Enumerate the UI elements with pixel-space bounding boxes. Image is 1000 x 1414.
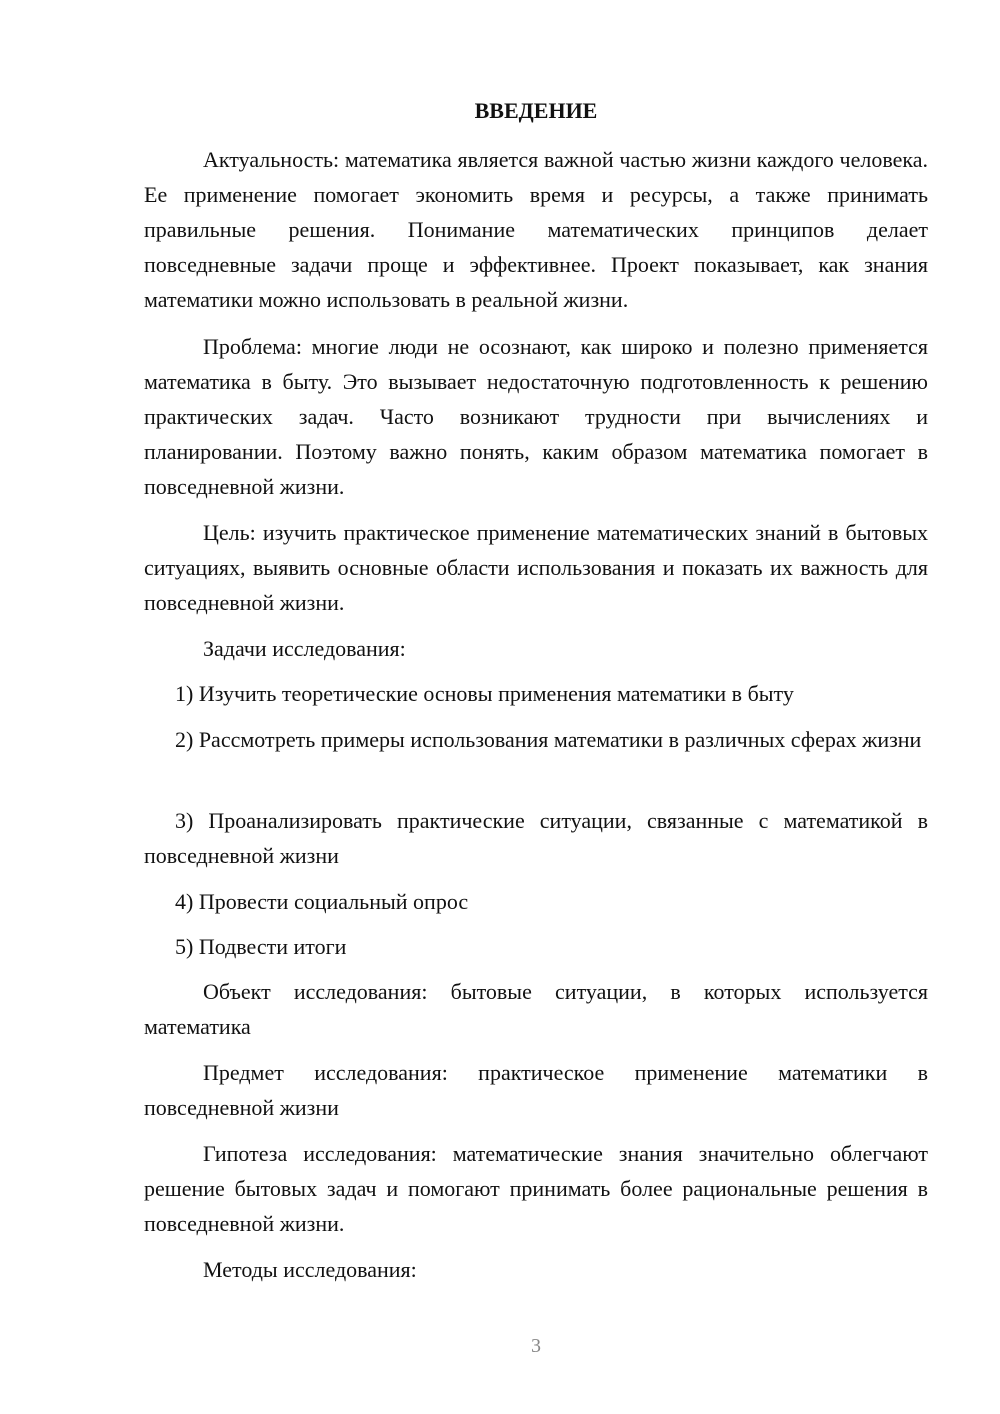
subject-paragraph: Предмет исследования: практическое применение математики в повседневной жизни: [144, 1060, 928, 1120]
page-number: 3: [531, 1335, 541, 1357]
problem-paragraph: Проблема: многие люди не осознают, как широко и полезно применяется математика в быту. Это вызывает недостаточную подготовленность к решению практических задач. Часто возникают трудности при вычислениях и планировании. Поэтому важно понять, каким образом математика помогает в повседневной жизни.: [144, 334, 928, 499]
methods-heading: Методы исследования:: [203, 1257, 417, 1282]
tasks-heading: Задачи исследования:: [203, 636, 406, 661]
task-item-1: 1) Изучить теоретические основы применения математики в быту: [175, 681, 794, 706]
task-item-4: 4) Провести социальный опрос: [175, 889, 469, 914]
goal-paragraph: Цель: изучить практическое применение математических знаний в бытовых ситуациях, выявить основные области использования и показать их важность для повседневной жизни.: [144, 520, 928, 615]
document-page: [144, 0, 928, 1414]
task-item-3: 3) Проанализировать практические ситуации, связанные с математикой в повседневной жизни: [144, 808, 928, 868]
task-item-2: 2) Рассмотреть примеры использования математики в различных сферах жизни: [175, 727, 922, 752]
hypothesis-paragraph: Гипотеза исследования: математические знания значительно облегчают решение бытовых задач и помогают принимать более рациональные решения в повседневной жизни.: [144, 1141, 928, 1236]
relevance-paragraph: Актуальность: математика является важной частью жизни каждого человека. Ее применение помогает экономить время и ресурсы, а также принимать правильные решения. Понимание математических принципов делает повседневные задачи проще и эффективнее. Проект показывает, как знания математики можно использовать в реальной жизни.: [144, 147, 928, 312]
section-title: ВВЕДЕНИЕ: [474, 98, 598, 123]
object-paragraph: Объект исследования: бытовые ситуации, в которых используется математика: [144, 979, 928, 1039]
task-item-5: 5) Подвести итоги: [175, 934, 347, 959]
